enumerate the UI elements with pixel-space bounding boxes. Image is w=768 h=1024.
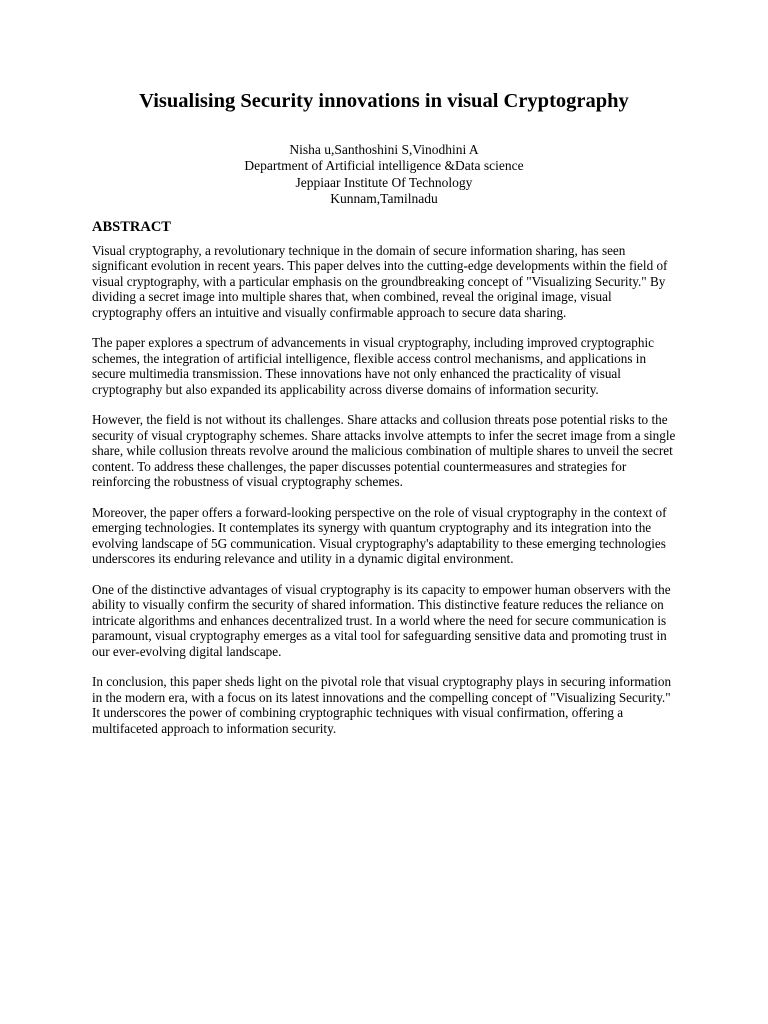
paper-title: Visualising Security innovations in visual Cryptography [139, 90, 629, 112]
abstract-body [92, 243, 680, 751]
author-location: Kunnam,Tamilnadu [330, 190, 438, 206]
abstract-heading: ABSTRACT [92, 219, 171, 235]
abstract-paragraph: Visual cryptography, a revolutionary technique in the domain of secure information sharing, has seen significant evolution in recent years. This paper delves into the cutting-edge developments within the field of visual cryptography, with a particular emphasis on the groundbreaking concept of "Visualizing Security." By dividing a secret image into multiple shares that, when combined, reveal the original image, visual cryptography offers an intuitive and visually confirmable approach to secure data sharing. [92, 243, 668, 320]
abstract-paragraph: In conclusion, this paper sheds light on the pivotal role that visual cryptography plays in securing information in the modern era, with a focus on its latest innovations and the compelling concept of "Visualizing Security." It underscores the power of combining cryptographic techniques with visual confirmation, offering a multifaceted approach to information security. [92, 674, 672, 736]
abstract-paragraph: The paper explores a spectrum of advancements in visual cryptography, including improved cryptographic schemes, the integration of artificial intelligence, flexible access control mechanisms, and applications in secure multimedia transmission. These innovations have not only enhanced the practicality of visual cryptography but also expanded its applicability across diverse domains of information security. [92, 335, 654, 397]
abstract-paragraph: However, the field is not without its challenges. Share attacks and collusion threats pose potential risks to the security of visual cryptography schemes. Share attacks involve attempts to infer the secret image from a single share, while collusion threats revolve around the malicious combination of multiple shares to unveil the secret content. To address these challenges, the paper discusses potential countermeasures and strategies for reinforcing the robustness of visual cryptography schemes. [92, 412, 676, 490]
abstract-paragraph: One of the distinctive advantages of visual cryptography is its capacity to empower human observers with the ability to visually confirm the security of shared information. This distinctive feature reduces the reliance on intricate algorithms and enhances decentralized trust. In a world where the need for secure communication is paramount, visual cryptography emerges as a vital tool for safeguarding sensitive data and promoting trust in our ever-evolving digital landscape. [92, 581, 671, 659]
author-names: Nisha u,Santhoshini S,Vinodhini A [289, 142, 479, 157]
abstract-paragraph: Moreover, the paper offers a forward-looking perspective on the role of visual cryptography in the context of emerging technologies. It contemplates its synergy with quantum cryptography and its integration into the evolving landscape of 5G communication. Visual cryptography's adaptability to these emerging technologies underscores its enduring relevance and utility in a dynamic digital environment. [92, 504, 667, 567]
author-institute: Jeppiaar Institute Of Technology [295, 174, 473, 190]
author-block [0, 142, 768, 207]
author-department: Department of Artificial intelligence &Data science [244, 158, 524, 174]
